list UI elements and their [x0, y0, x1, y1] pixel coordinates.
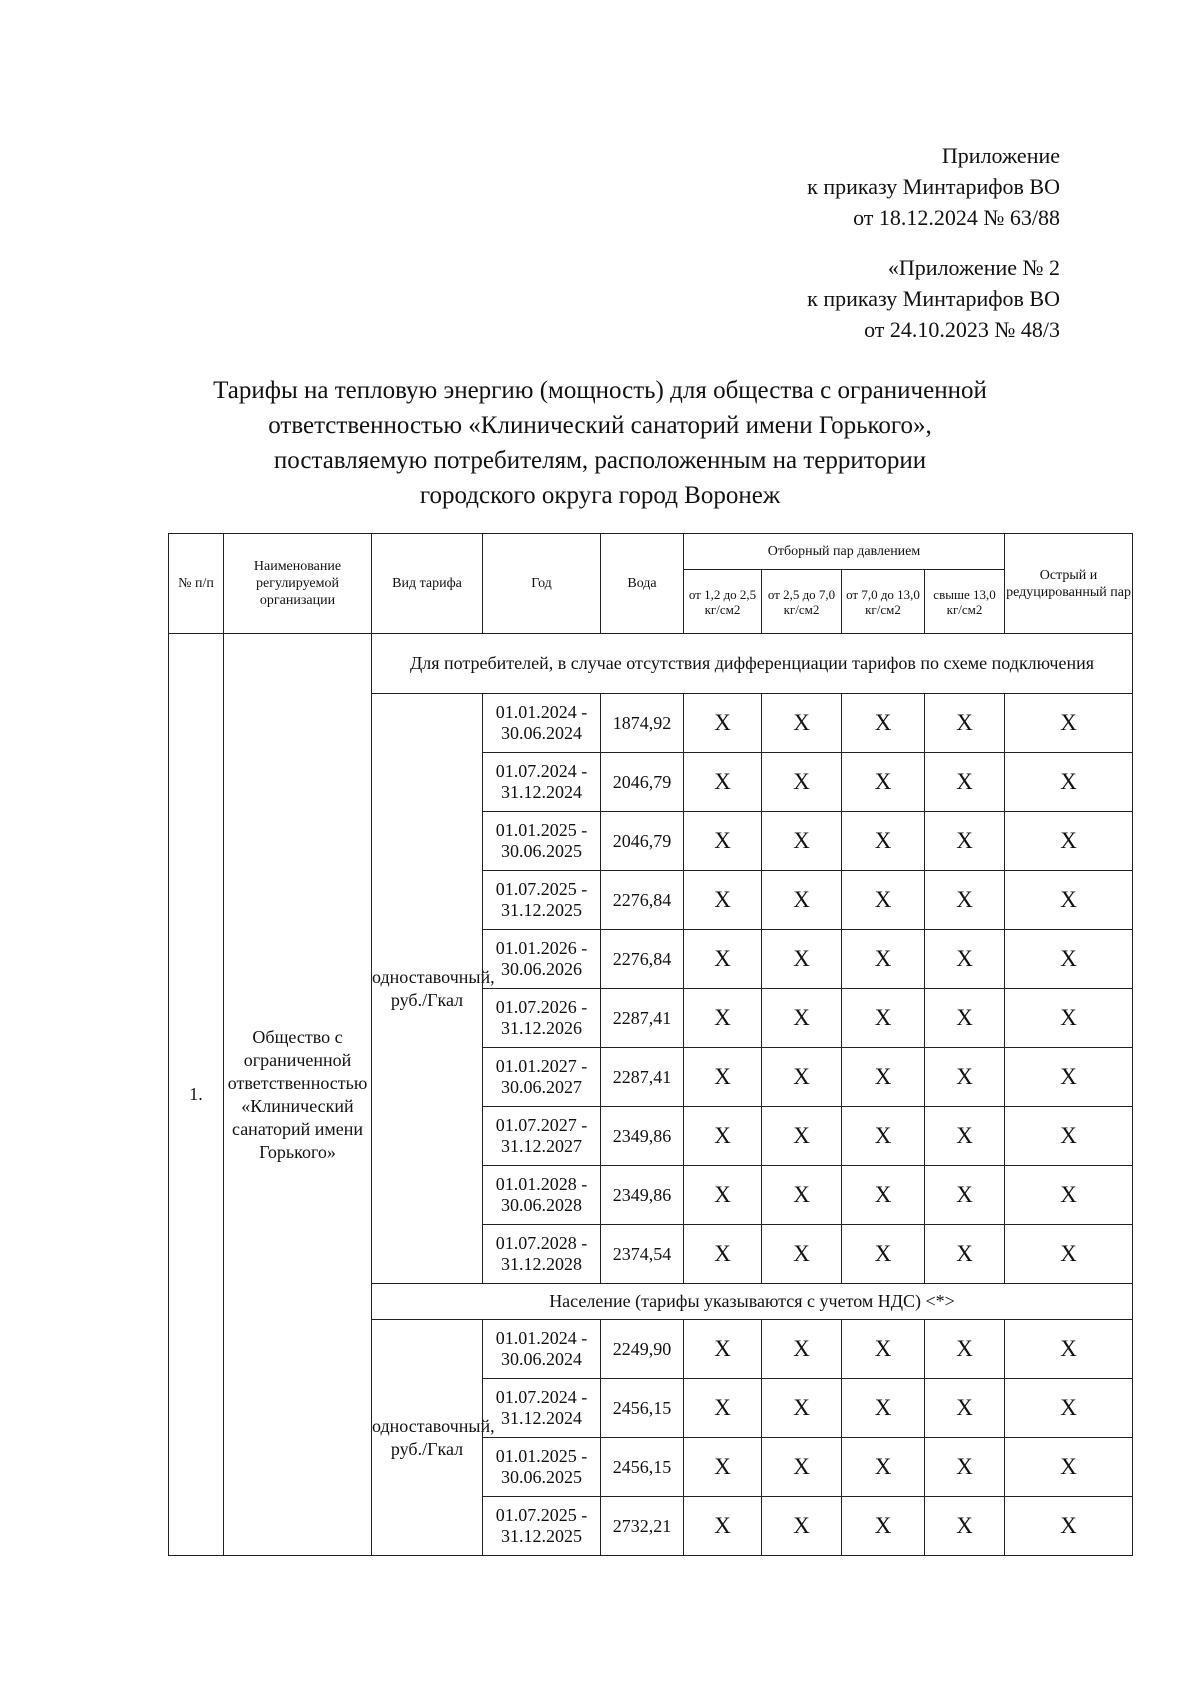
not-applicable-mark: X: [925, 871, 1005, 930]
water-tariff-cell: 2276,84: [601, 871, 684, 930]
not-applicable-mark: X: [1005, 1438, 1133, 1497]
not-applicable-mark: X: [762, 1225, 842, 1284]
header-steam-4: свыше 13,0 кг/см2: [925, 570, 1005, 634]
header-org: Наименование регулируемой организации: [224, 534, 372, 634]
not-applicable-mark: X: [842, 871, 925, 930]
header-steam-2: от 2,5 до 7,0 кг/см2: [762, 570, 842, 634]
not-applicable-mark: X: [762, 1048, 842, 1107]
header-steam-group: Отборный пар давлением: [684, 534, 1005, 570]
not-applicable-mark: X: [684, 1107, 762, 1166]
not-applicable-mark: X: [684, 1320, 762, 1379]
not-applicable-mark: X: [842, 1048, 925, 1107]
not-applicable-mark: X: [925, 1438, 1005, 1497]
header-year: Год: [483, 534, 601, 634]
not-applicable-mark: X: [1005, 1497, 1133, 1556]
water-tariff-cell: 2349,86: [601, 1166, 684, 1225]
not-applicable-mark: X: [1005, 812, 1133, 871]
not-applicable-mark: X: [762, 753, 842, 812]
not-applicable-mark: X: [762, 989, 842, 1048]
not-applicable-mark: X: [842, 753, 925, 812]
not-applicable-mark: X: [1005, 1320, 1133, 1379]
previous-order-ref: к приказу Минтарифов ВО: [807, 286, 1060, 311]
period-cell: 01.01.2024 - 30.06.2024: [483, 694, 601, 753]
order-ref: к приказу Минтарифов ВО: [807, 174, 1060, 199]
header-tariff-kind: Вид тарифа: [372, 534, 483, 634]
water-tariff-cell: 2046,79: [601, 812, 684, 871]
not-applicable-mark: X: [684, 930, 762, 989]
not-applicable-mark: X: [762, 1166, 842, 1225]
not-applicable-mark: X: [925, 694, 1005, 753]
not-applicable-mark: X: [684, 1438, 762, 1497]
water-tariff-cell: 2276,84: [601, 930, 684, 989]
header-sharp-steam: Острый и редуцированный пар: [1005, 534, 1133, 634]
not-applicable-mark: X: [1005, 1379, 1133, 1438]
period-cell: 01.01.2027 - 30.06.2027: [483, 1048, 601, 1107]
not-applicable-mark: X: [842, 1497, 925, 1556]
period-cell: 01.07.2024 - 31.12.2024: [483, 753, 601, 812]
not-applicable-mark: X: [762, 694, 842, 753]
water-tariff-cell: 2249,90: [601, 1320, 684, 1379]
not-applicable-mark: X: [842, 989, 925, 1048]
not-applicable-mark: X: [684, 989, 762, 1048]
not-applicable-mark: X: [842, 812, 925, 871]
not-applicable-mark: X: [925, 1379, 1005, 1438]
not-applicable-mark: X: [925, 1107, 1005, 1166]
not-applicable-mark: X: [1005, 1048, 1133, 1107]
not-applicable-mark: X: [684, 871, 762, 930]
appendix-header: [807, 140, 1060, 233]
header-steam-3: от 7,0 до 13,0 кг/см2: [842, 570, 925, 634]
not-applicable-mark: X: [925, 1225, 1005, 1284]
not-applicable-mark: X: [842, 1225, 925, 1284]
period-cell: 01.07.2027 - 31.12.2027: [483, 1107, 601, 1166]
header-num: № п/п: [169, 534, 224, 634]
not-applicable-mark: X: [684, 1225, 762, 1284]
water-tariff-cell: 2374,54: [601, 1225, 684, 1284]
not-applicable-mark: X: [684, 1048, 762, 1107]
not-applicable-mark: X: [1005, 694, 1133, 753]
not-applicable-mark: X: [684, 694, 762, 753]
not-applicable-mark: X: [684, 1379, 762, 1438]
order-date: от 18.12.2024 № 63/88: [853, 205, 1060, 230]
previous-appendix-label: «Приложение № 2: [887, 255, 1060, 280]
period-cell: 01.01.2028 - 30.06.2028: [483, 1166, 601, 1225]
tariff-table: [168, 533, 1133, 1556]
period-cell: 01.07.2024 - 31.12.2024: [483, 1379, 601, 1438]
not-applicable-mark: X: [762, 812, 842, 871]
not-applicable-mark: X: [762, 930, 842, 989]
not-applicable-mark: X: [762, 1320, 842, 1379]
not-applicable-mark: X: [762, 1379, 842, 1438]
not-applicable-mark: X: [925, 1166, 1005, 1225]
not-applicable-mark: X: [1005, 1166, 1133, 1225]
not-applicable-mark: X: [842, 1438, 925, 1497]
organization-name: Общество с ограниченной ответственностью «Клинический санаторий имени Горького»: [224, 634, 372, 1556]
not-applicable-mark: X: [762, 871, 842, 930]
not-applicable-mark: X: [684, 1497, 762, 1556]
period-cell: 01.07.2026 - 31.12.2026: [483, 989, 601, 1048]
water-tariff-cell: 2046,79: [601, 753, 684, 812]
not-applicable-mark: X: [842, 1320, 925, 1379]
not-applicable-mark: X: [1005, 1225, 1133, 1284]
water-tariff-cell: 2287,41: [601, 989, 684, 1048]
period-cell: 01.01.2024 - 30.06.2024: [483, 1320, 601, 1379]
not-applicable-mark: X: [925, 1497, 1005, 1556]
not-applicable-mark: X: [762, 1438, 842, 1497]
not-applicable-mark: X: [925, 1048, 1005, 1107]
period-cell: 01.07.2025 - 31.12.2025: [483, 871, 601, 930]
period-cell: 01.01.2025 - 30.06.2025: [483, 1438, 601, 1497]
not-applicable-mark: X: [842, 1379, 925, 1438]
water-tariff-cell: 1874,92: [601, 694, 684, 753]
population-tariff-kind: одноставочный, руб./Гкал: [372, 1320, 483, 1556]
not-applicable-mark: X: [684, 1166, 762, 1225]
not-applicable-mark: X: [1005, 989, 1133, 1048]
document-title: Тарифы на тепловую энергию (мощность) для общества с ограниченной ответственностью «Клинический санаторий имени Горького», поставляемую потребителям, расположенным на территории городского округа город Воронеж: [213, 377, 987, 509]
not-applicable-mark: X: [1005, 1107, 1133, 1166]
not-applicable-mark: X: [842, 1107, 925, 1166]
not-applicable-mark: X: [1005, 930, 1133, 989]
period-cell: 01.01.2026 - 30.06.2026: [483, 930, 601, 989]
not-applicable-mark: X: [1005, 871, 1133, 930]
water-tariff-cell: 2732,21: [601, 1497, 684, 1556]
not-applicable-mark: X: [925, 930, 1005, 989]
not-applicable-mark: X: [842, 694, 925, 753]
not-applicable-mark: X: [762, 1107, 842, 1166]
water-tariff-cell: 2456,15: [601, 1379, 684, 1438]
appendix-label: Приложение: [941, 143, 1060, 168]
not-applicable-mark: X: [925, 812, 1005, 871]
not-applicable-mark: X: [925, 753, 1005, 812]
section-title-general: Для потребителей, в случае отсутствия дифференциации тарифов по схеме подключения: [372, 634, 1133, 694]
header-steam-1: от 1,2 до 2,5 кг/см2: [684, 570, 762, 634]
not-applicable-mark: X: [842, 1166, 925, 1225]
general-tariff-kind: одноставочный, руб./Гкал: [372, 694, 483, 1284]
period-cell: 01.01.2025 - 30.06.2025: [483, 812, 601, 871]
water-tariff-cell: 2287,41: [601, 1048, 684, 1107]
period-cell: 01.07.2028 - 31.12.2028: [483, 1225, 601, 1284]
previous-order-date: от 24.10.2023 № 48/3: [864, 317, 1060, 342]
not-applicable-mark: X: [842, 930, 925, 989]
not-applicable-mark: X: [1005, 753, 1133, 812]
not-applicable-mark: X: [925, 989, 1005, 1048]
previous-appendix-header: [807, 252, 1060, 345]
section-row: [169, 634, 1133, 694]
period-cell: 01.07.2025 - 31.12.2025: [483, 1497, 601, 1556]
row-number: 1.: [169, 634, 224, 1556]
not-applicable-mark: X: [762, 1497, 842, 1556]
not-applicable-mark: X: [925, 1320, 1005, 1379]
water-tariff-cell: 2349,86: [601, 1107, 684, 1166]
water-tariff-cell: 2456,15: [601, 1438, 684, 1497]
section-title-population: Население (тарифы указываются с учетом НДС) <*>: [372, 1284, 1133, 1320]
not-applicable-mark: X: [684, 753, 762, 812]
not-applicable-mark: X: [684, 812, 762, 871]
tariff-table-body: [169, 634, 1133, 1556]
header-water: Вода: [601, 534, 684, 634]
